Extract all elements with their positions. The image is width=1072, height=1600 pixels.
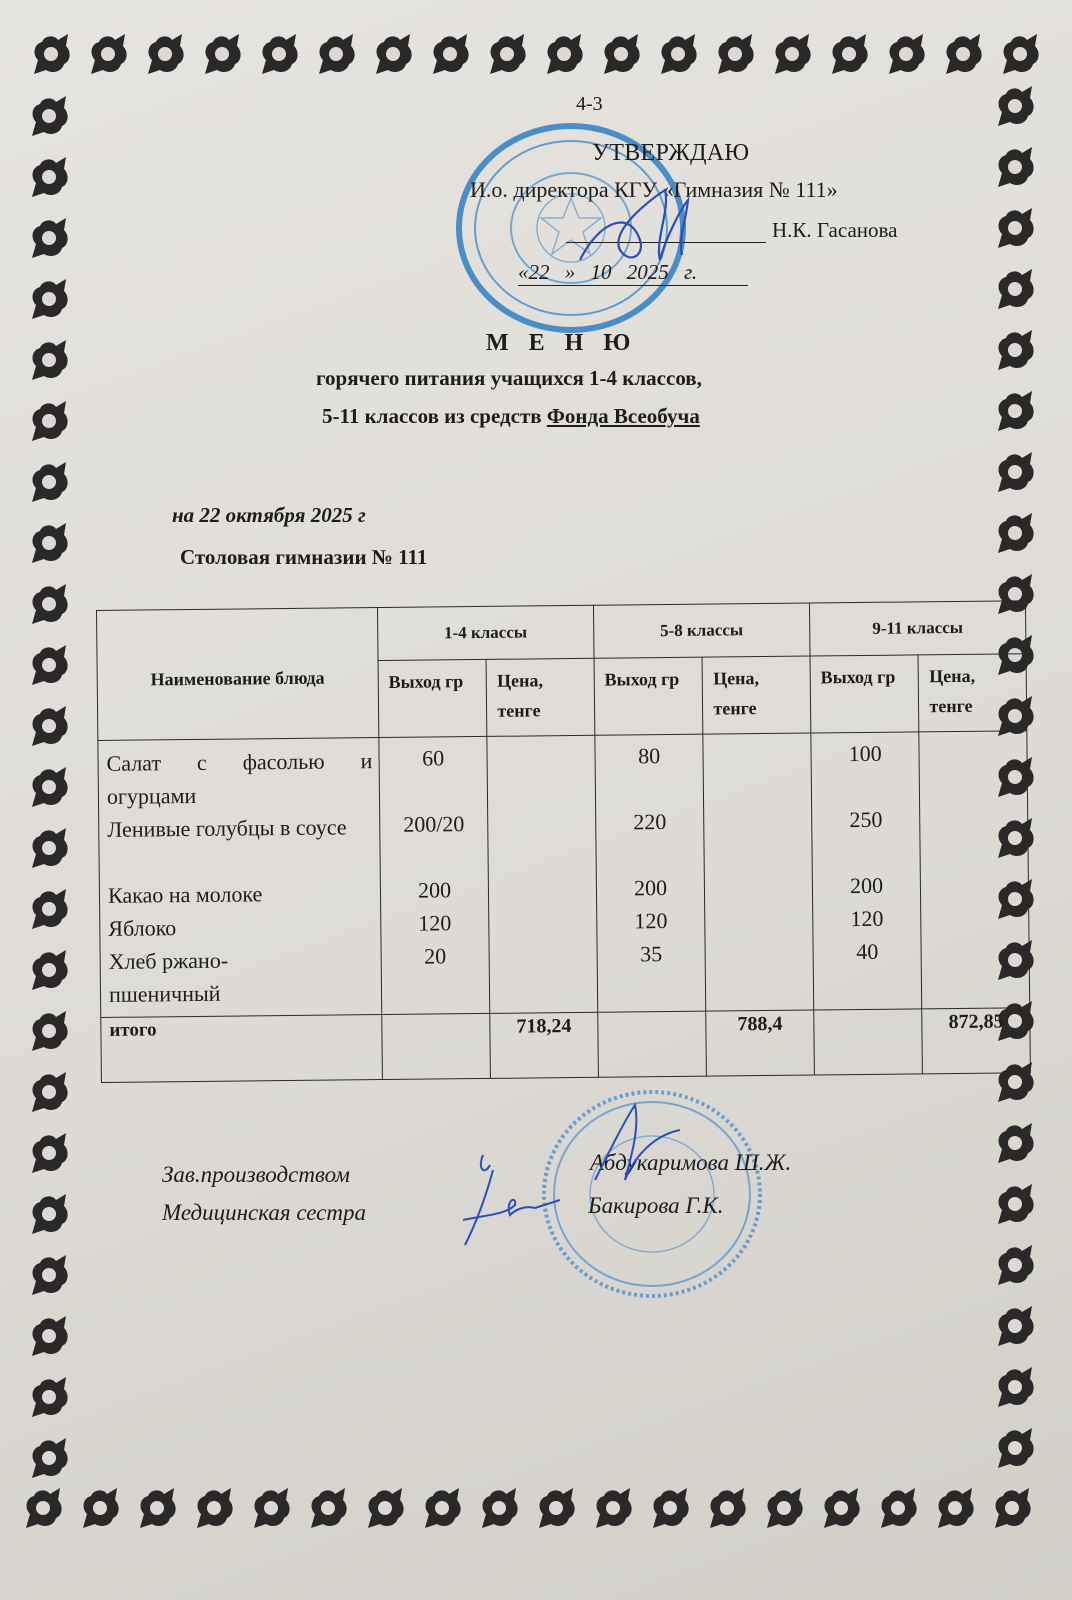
approval-date: «22 » 10 2025 г. [518, 260, 748, 286]
ornament-icon [26, 458, 74, 506]
total-label: итого [101, 1015, 382, 1083]
ornament-icon [26, 519, 74, 567]
dish-name: Яблоко [108, 915, 177, 941]
approval-heading: УТВЕРЖДАЮ [592, 140, 750, 166]
ornament-icon [28, 30, 76, 78]
price-cell-9-11 [919, 731, 1029, 1009]
ornament-icon [992, 1424, 1040, 1472]
ornament-icon [769, 30, 817, 78]
ornament-icon [26, 397, 74, 445]
dish-name: Ленивые голубцы в соусе [107, 814, 347, 842]
out-value: 120 [418, 910, 452, 936]
ornament-icon [598, 30, 646, 78]
header-out-9-11: Выход гр [810, 655, 919, 733]
total-out-5-8 [598, 1011, 707, 1077]
ornament-icon [26, 641, 74, 689]
ornament-icon [992, 1119, 1040, 1167]
ornament-icon [590, 1484, 638, 1532]
out-value: 220 [633, 809, 667, 835]
ornament-icon [370, 30, 418, 78]
ornament-icon [305, 1484, 353, 1532]
ornament-icon [875, 1484, 923, 1532]
ornament-icon [992, 143, 1040, 191]
header-out-1-4: Выход гр [378, 659, 487, 737]
out-cell-1-4 [379, 736, 490, 1014]
ornament-icon [26, 1251, 74, 1299]
ornament-icon [989, 1484, 1037, 1532]
ornament-icon [26, 824, 74, 872]
out-value: 100 [848, 740, 882, 767]
ornament-icon [26, 1434, 74, 1482]
ornament-icon [26, 1312, 74, 1360]
out-value: 35 [640, 941, 663, 967]
ornament-icon [248, 1484, 296, 1532]
ornament-icon [818, 1484, 866, 1532]
header-group-5-8: 5-8 классы [593, 603, 810, 658]
ornament-icon [26, 763, 74, 811]
person-production-head: Абдукаримова Ш.Ж. [590, 1150, 792, 1175]
ornament-icon [20, 1484, 68, 1532]
ornament-icon [992, 1302, 1040, 1350]
dish-name: Какао на молоке [107, 881, 263, 908]
out-value: 40 [856, 938, 879, 965]
ornament-icon [26, 702, 74, 750]
document-number: 4-3 [576, 93, 603, 115]
ornament-icon [704, 1484, 752, 1532]
ornament-icon [134, 1484, 182, 1532]
ornament-icon [992, 509, 1040, 557]
ornament-icon [419, 1484, 467, 1532]
ornament-icon [940, 30, 988, 78]
ornament-icon [997, 30, 1045, 78]
fund-name: Фонда Всеобуча [546, 404, 700, 428]
ornament-icon [26, 1190, 74, 1238]
role-nurse: Медицинская сестра [162, 1200, 366, 1225]
table-row-total [101, 1008, 1031, 1083]
menu-date: на 22 октября 2025 г [172, 503, 366, 527]
dish-names-cell [98, 738, 382, 1018]
dish-name: Салат с фасолью и огурцами [106, 748, 373, 809]
ornament-icon [313, 30, 361, 78]
out-value: 250 [849, 806, 883, 833]
menu-table [96, 600, 1031, 1083]
ornament-icon [932, 1484, 980, 1532]
production-head-signature-icon [585, 1100, 695, 1190]
ornament-icon [256, 30, 304, 78]
ornament-icon [26, 336, 74, 384]
ornament-icon [533, 1484, 581, 1532]
ornament-icon [992, 387, 1040, 435]
ornament-border-top [28, 30, 1045, 78]
ornament-icon [655, 30, 703, 78]
ornament-icon [191, 1484, 239, 1532]
price-cell-1-4 [487, 735, 597, 1013]
ornament-icon [992, 1363, 1040, 1411]
header-dish-name: Наименование блюда [97, 608, 379, 741]
ornament-icon [992, 326, 1040, 374]
ornament-icon [26, 1129, 74, 1177]
header-group-9-11: 9-11 классы [809, 601, 1026, 656]
out-value: 120 [850, 905, 884, 932]
ornament-icon [484, 30, 532, 78]
total-price-1-4: 718,24 [490, 1012, 598, 1078]
ornament-icon [761, 1484, 809, 1532]
out-value: 20 [424, 943, 447, 969]
ornament-icon [712, 30, 760, 78]
out-cell-5-8 [595, 734, 706, 1012]
ornament-icon [883, 30, 931, 78]
out-value: 200 [633, 875, 668, 901]
director-name: Н.К. Гасанова [772, 218, 898, 242]
total-out-9-11 [814, 1009, 923, 1075]
dish-name: Хлеб ржано-пшеничный [108, 947, 229, 1007]
ornament-icon [541, 30, 589, 78]
ornament-icon [826, 30, 874, 78]
director-signature-icon [570, 180, 720, 270]
header-price-9-11: Цена, тенге [918, 654, 1026, 732]
header-price-1-4: Цена, тенге [486, 658, 594, 736]
ornament-icon [77, 1484, 125, 1532]
ornament-icon [26, 214, 74, 262]
out-value: 80 [638, 743, 661, 769]
menu-title: М Е Н Ю [486, 330, 638, 356]
ornament-icon [992, 1180, 1040, 1228]
total-out-1-4 [382, 1013, 491, 1079]
canteen-name: Столовая гимназии № 111 [180, 545, 428, 569]
out-cell-9-11 [811, 732, 922, 1010]
out-value: 120 [634, 908, 668, 934]
ornament-icon [26, 1068, 74, 1116]
ornament-icon [26, 92, 74, 140]
header-out-5-8: Выход гр [594, 657, 703, 735]
out-value: 200/20 [403, 811, 465, 837]
total-price-5-8: 788,4 [706, 1010, 814, 1076]
ornament-icon [992, 265, 1040, 313]
person-nurse: Бакирова Г.К. [588, 1193, 724, 1218]
ornament-border-left [26, 92, 74, 1482]
menu-subtitle-line2 [322, 404, 700, 429]
ornament-icon [26, 1007, 74, 1055]
ornament-icon [476, 1484, 524, 1532]
subtitle-prefix: 5-11 классов из средств [322, 404, 547, 428]
ornament-icon [26, 153, 74, 201]
menu-subtitle-line1: горячего питания учащихся 1-4 классов, [316, 366, 702, 390]
ornament-icon [992, 1241, 1040, 1289]
table-header-row-1 [97, 601, 1027, 664]
role-production-head: Зав.производством [162, 1162, 350, 1187]
ornament-icon [26, 1373, 74, 1421]
ornament-icon [992, 204, 1040, 252]
total-price-9-11: 872,85 [922, 1008, 1030, 1074]
ornament-icon [85, 30, 133, 78]
out-value: 200 [849, 872, 884, 899]
ornament-icon [26, 885, 74, 933]
ornament-icon [26, 580, 74, 628]
ornament-icon [26, 275, 74, 323]
header-group-1-4: 1-4 классы [377, 605, 594, 660]
ornament-icon [992, 448, 1040, 496]
ornament-border-bottom [20, 1484, 1037, 1532]
table-row-dishes [98, 731, 1030, 1018]
out-value: 200 [417, 877, 452, 903]
ornament-icon [647, 1484, 695, 1532]
ornament-icon [26, 946, 74, 994]
ornament-icon [362, 1484, 410, 1532]
ornament-icon [992, 82, 1040, 130]
ornament-icon [427, 30, 475, 78]
header-price-5-8: Цена, тенге [702, 656, 810, 734]
ornament-icon [199, 30, 247, 78]
ornament-icon [142, 30, 190, 78]
nurse-signature-icon [455, 1150, 565, 1250]
price-cell-5-8 [703, 733, 813, 1011]
out-value: 60 [421, 745, 445, 771]
director-position: И.о. директора КГУ «Гимназия № 111» [470, 177, 838, 202]
